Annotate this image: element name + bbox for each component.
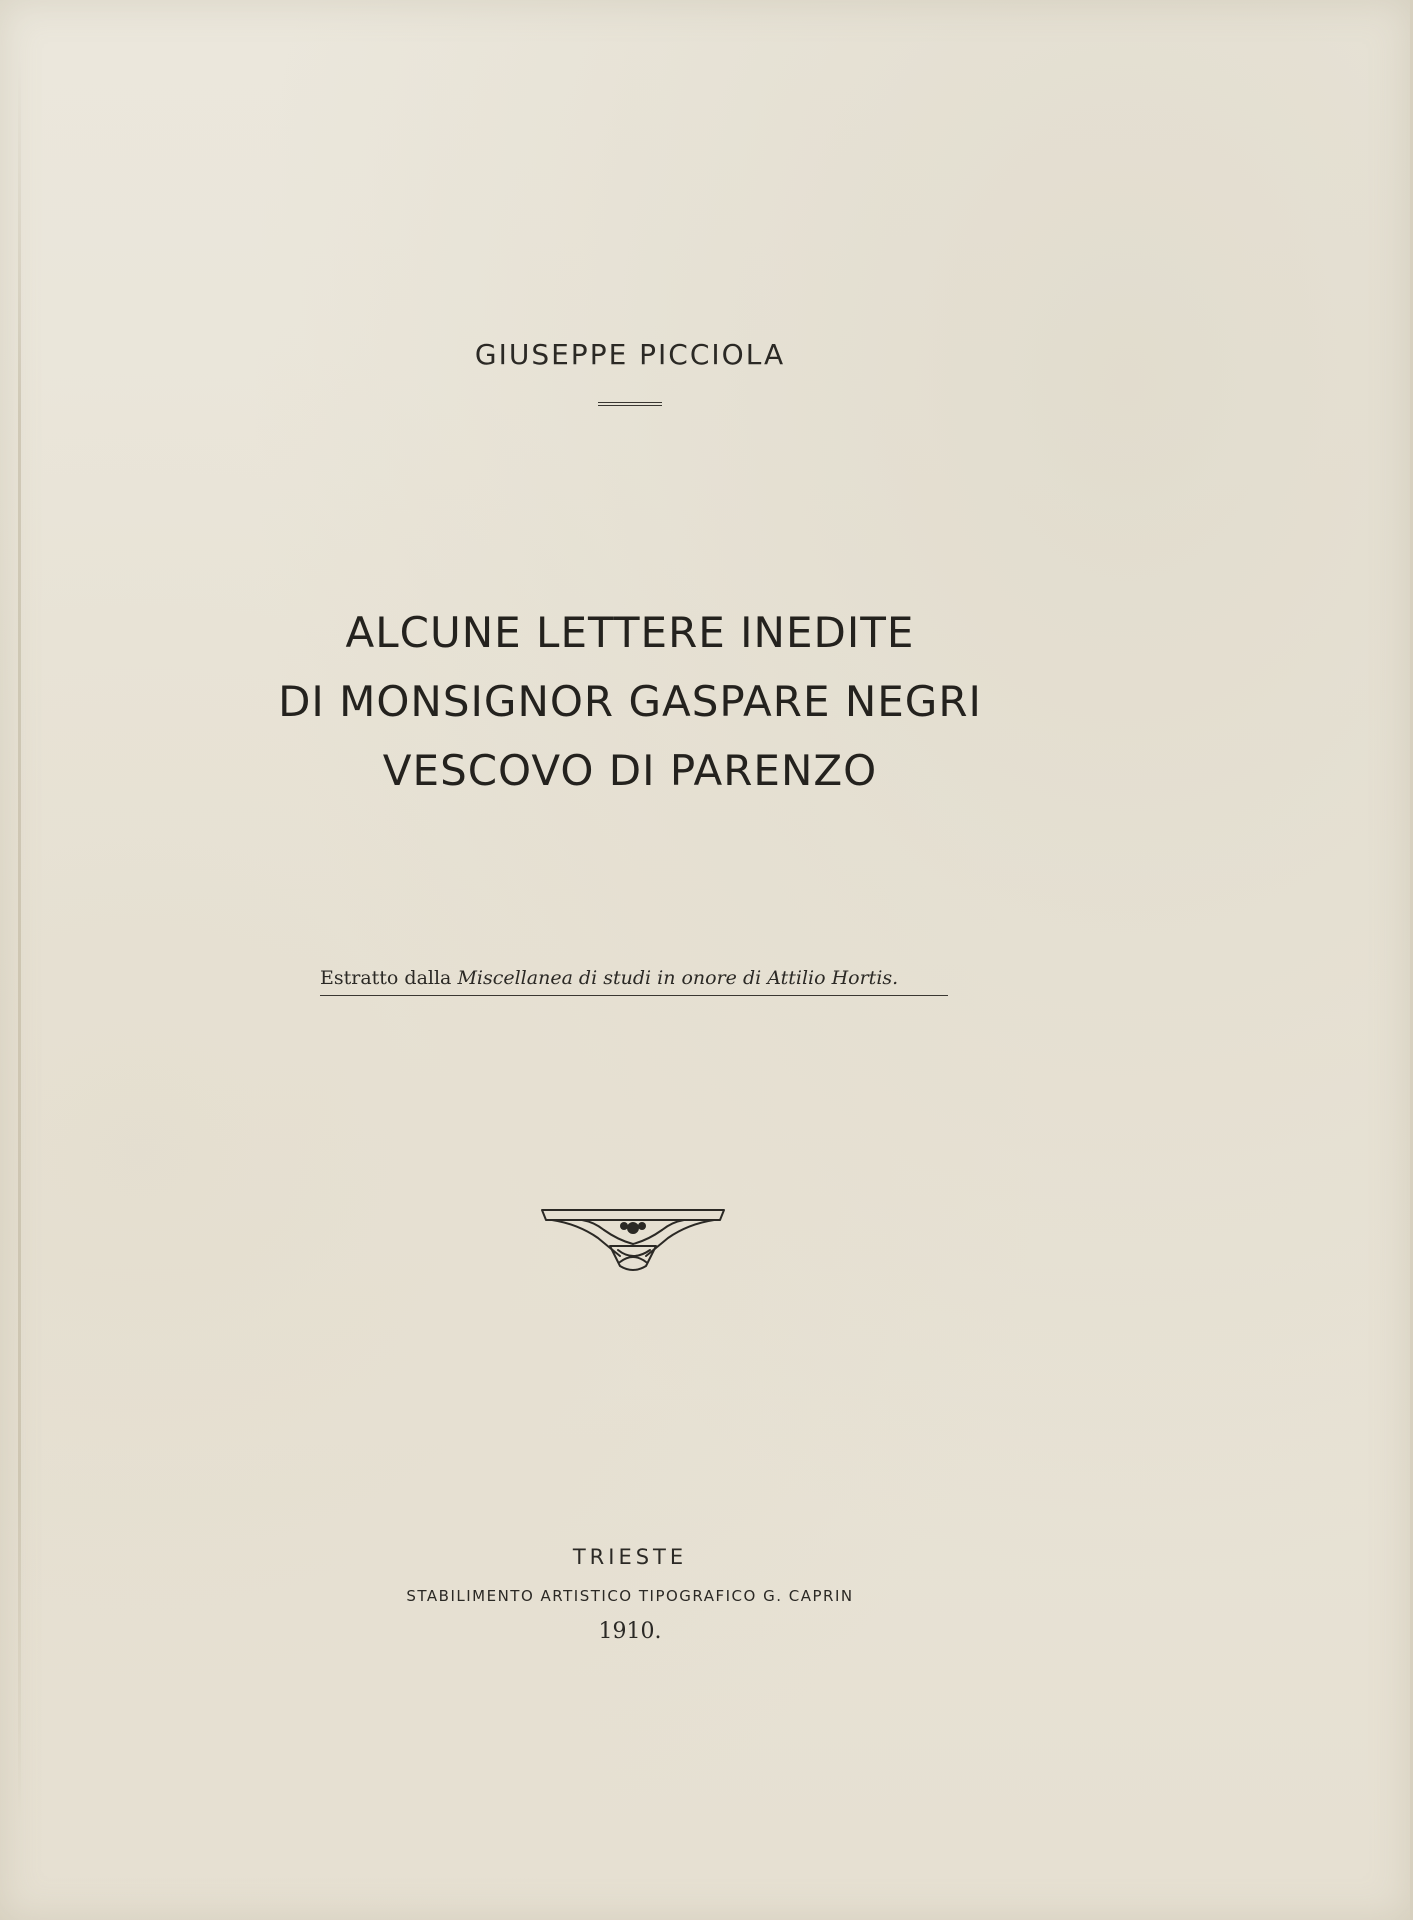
- extract-prefix: Estratto dalla: [320, 967, 452, 989]
- author-divider: [598, 402, 662, 406]
- extract-note: [320, 967, 948, 996]
- imprint-year: 1910.: [598, 1619, 662, 1644]
- decorative-vignette-icon: [538, 1204, 728, 1274]
- author-name: GIUSEPPE PICCIOLA: [474, 338, 786, 371]
- imprint-printer: STABILIMENTO ARTISTICO TIPOGRAFICO G. CAPRIN: [406, 1587, 854, 1605]
- title-line-2: DI MONSIGNOR GASPARE NEGRI: [278, 677, 982, 726]
- title-line-1: ALCUNE LETTERE INEDITE: [345, 608, 915, 657]
- imprint-place: TRIESTE: [572, 1545, 688, 1569]
- extract-work: Miscellanea di studi in onore di Attilio Hortis.: [457, 967, 899, 989]
- book-title: [0, 598, 1260, 805]
- title-line-3: VESCOVO DI PARENZO: [382, 746, 878, 795]
